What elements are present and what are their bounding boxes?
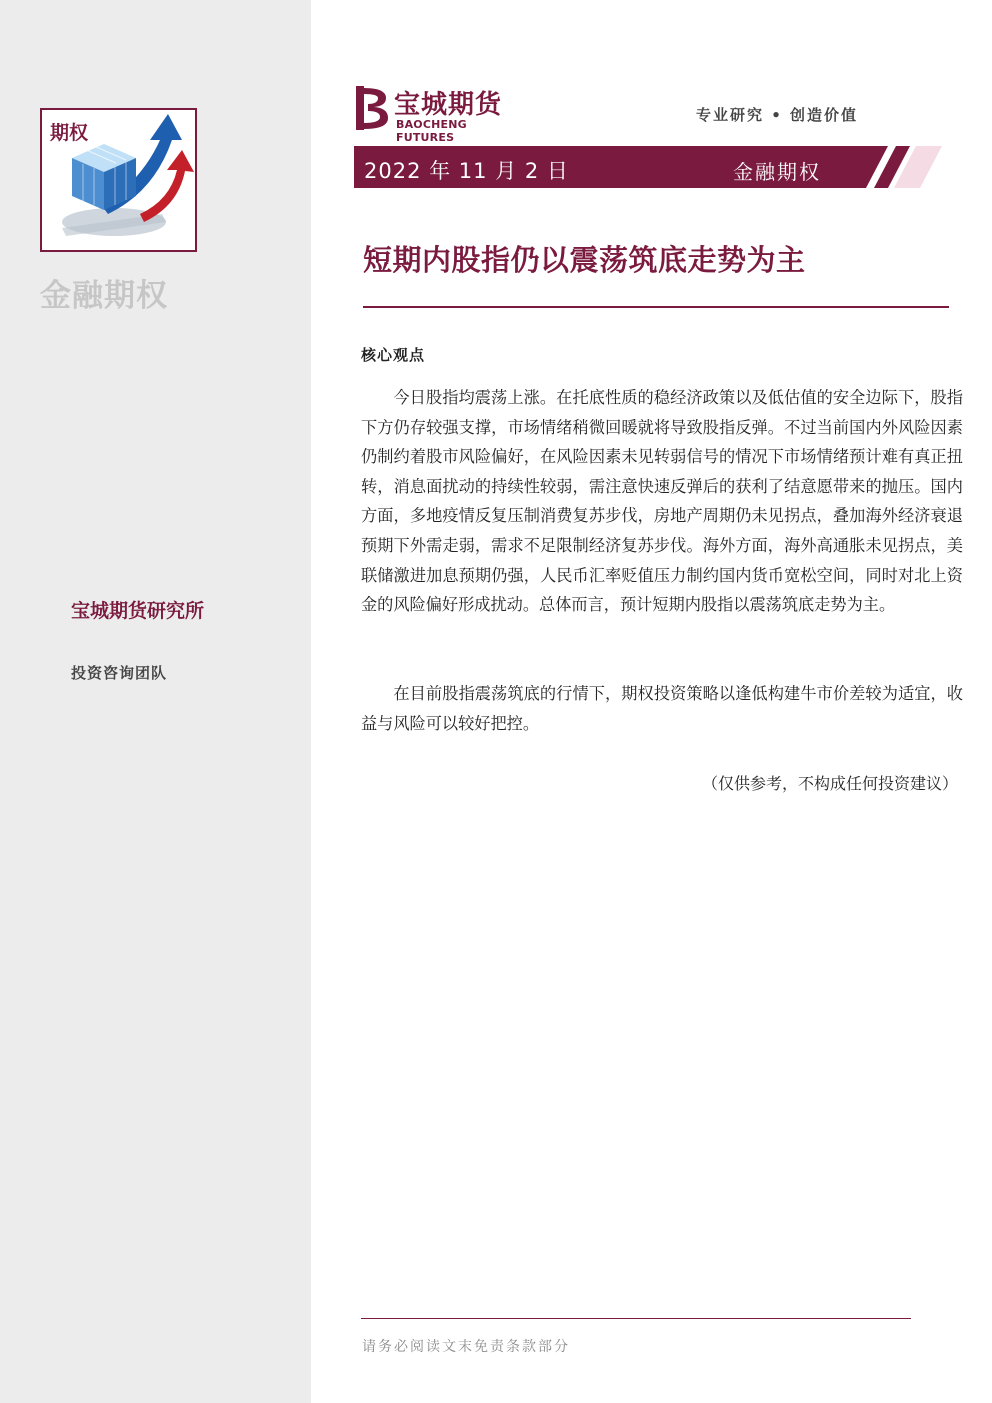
footer-divider [361,1318,911,1319]
reference-note: （仅供参考，不构成任何投资建议） [701,774,958,793]
company-logo [356,86,526,144]
section-heading: 核心观点 [361,346,426,364]
logo-mark-icon [356,86,390,130]
headline-divider [363,306,949,308]
institute-name: 宝城期货研究所 [71,600,205,622]
disclaimer-notice: 请务必阅读文末免责条款部分 [362,1339,570,1355]
logo-english-name: BAOCHENG FUTURES [396,118,467,144]
report-category: 金融期权 [733,160,821,184]
body-paragraph: 今日股指均震荡上涨。在托底性质的稳经济政策以及低估值的安全边际下，股指下方仍存较强支撑，市场情绪稍微回暖就将导致股指反弹。不过当前国内外风险因素仍制约着股市风险偏好，在风险因素未见转弱信号的情况下市场情绪预计难有真正扭转，消息面扰动的持续性较弱，需注意快速反弹后的获利了结意愿带来的抛压。国内方面，多地疫情反复压制消费复苏步伐，房地产周期仍未见拐点，叠加海外经济衰退预期下外需走弱，需求不足限制经济复苏步伐。海外方面，海外高通胀未见拐点，美联储激进加息预期仍强，人民币汇率贬值压力制约国内货币宽松空间，同时对北上资金的风险偏好形成扰动。总体而言，预计短期内股指以震荡筑底走势为主。 [361,388,963,615]
sidebar-section-title: 金融期权 [40,278,168,314]
thumb-label: 期权 [50,122,89,144]
options-cover-image [40,108,197,252]
article-headline: 短期内股指仍以震荡筑底走势为主 [363,243,806,277]
report-date: 2022 年 11 月 2 日 [364,159,569,183]
team-name: 投资咨询团队 [71,664,168,682]
logo-chinese-name: 宝城期货 [394,90,503,120]
slogan: 专业研究 • 创造价值 [696,106,859,124]
sidebar [0,0,311,1403]
body-paragraph: 在目前股指震荡筑底的行情下，期权投资策略以逢低构建牛市价差较为适宜，收益与风险可以较好把控。 [361,684,963,733]
